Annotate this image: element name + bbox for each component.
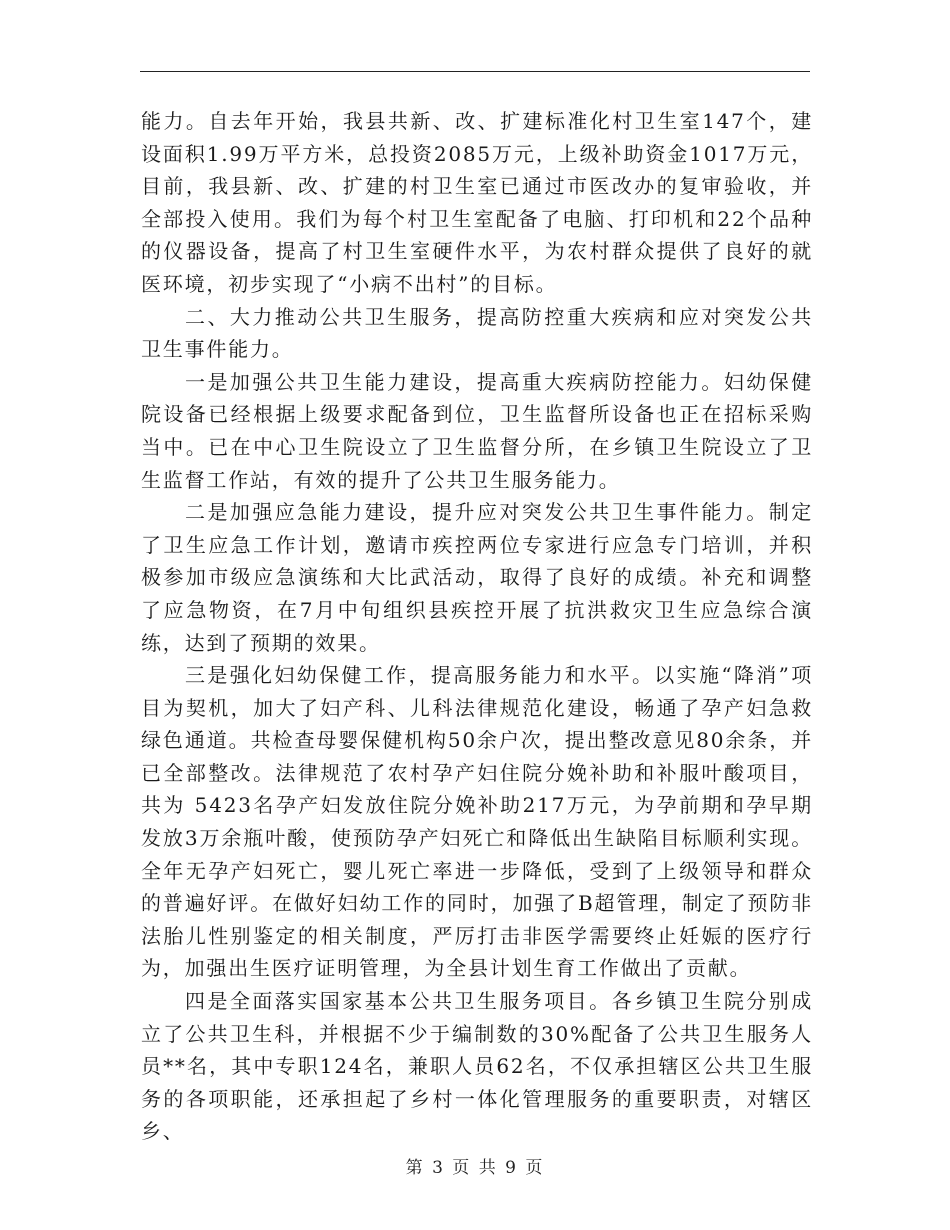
paragraph-item-3: 三是强化妇幼保健工作，提高服务能力和水平。以实施“降消”项目为契机，加大了妇产科、儿科法律规范化建设，畅通了孕产妇急救绿色通道。共检查母婴保健机构50余户次，提出整改意见80余条，并已全部整改。法律规范了农村孕产妇住院分娩补助和补服叶酸项目，共为 5423名孕产妇发放住院分娩补助217万元，为孕前期和孕早期发放3万余瓶叶酸，使预防孕产妇死亡和降低出生缺陷目标顺利实现。全年无孕产妇死亡，婴儿死亡率进一步降低，受到了上级领导和群众的普遍好评。在做好妇幼工作的同时，加强了B超管理，制定了预防非法胎儿性别鉴定的相关制度，严厉打击非医学需要终止妊娠的医疗行为，加强出生医疗证明管理，为全县计划生育工作做出了贡献。 [141, 663, 813, 981]
header-divider [140, 71, 810, 72]
paragraph-item-2: 二是加强应急能力建设，提升应对突发公共卫生事件能力。制定了卫生应急工作计划，邀请市疾控两位专家进行应急专门培训，并积极参加市级应急演练和大比武活动，取得了良好的成绩。补充和调整了应急物资，在7月中旬组织县疾控开展了抗洪救灾卫生应急综合演练，达到了预期的效果。 [141, 500, 813, 655]
document-body [141, 105, 813, 1148]
page-number-label: 第 3 页 共 9 页 [405, 1158, 545, 1178]
page-footer [0, 1153, 950, 1178]
paragraph-continuation: 能力。自去年开始，我县共新、改、扩建标准化村卫生室147个，建设面积1.99万平方米，总投资2085万元，上级补助资金1017万元，目前，我县新、改、扩建的村卫生室已通过市医改办的复审验收，并全部投入使用。我们为每个村卫生室配备了电脑、打印机和22个品种的仪器设备，提高了村卫生室硬件水平，为农村群众提供了良好的就医环境，初步实现了“小病不出村”的目标。 [141, 109, 813, 296]
paragraph-item-1: 一是加强公共卫生能力建设，提高重大疾病防控能力。妇幼保健院设备已经根据上级要求配备到位，卫生监督所设备也正在招标采购当中。已在中心卫生院设立了卫生监督分所，在乡镇卫生院设立了卫生监督工作站，有效的提升了公共卫生服务能力。 [141, 369, 813, 492]
paragraph-item-4: 四是全面落实国家基本公共卫生服务项目。各乡镇卫生院分别成立了公共卫生科，并根据不少于编制数的30%配备了公共卫生服务人员**名，其中专职124名，兼职人员62名，不仅承担辖区公共卫生服务的各项职能，还承担起了乡村一体化管理服务的重要职责，对辖区乡、 [141, 989, 813, 1144]
section-heading: 二、大力推动公共卫生服务，提高防控重大疾病和应对突发公共卫生事件能力。 [141, 304, 813, 362]
